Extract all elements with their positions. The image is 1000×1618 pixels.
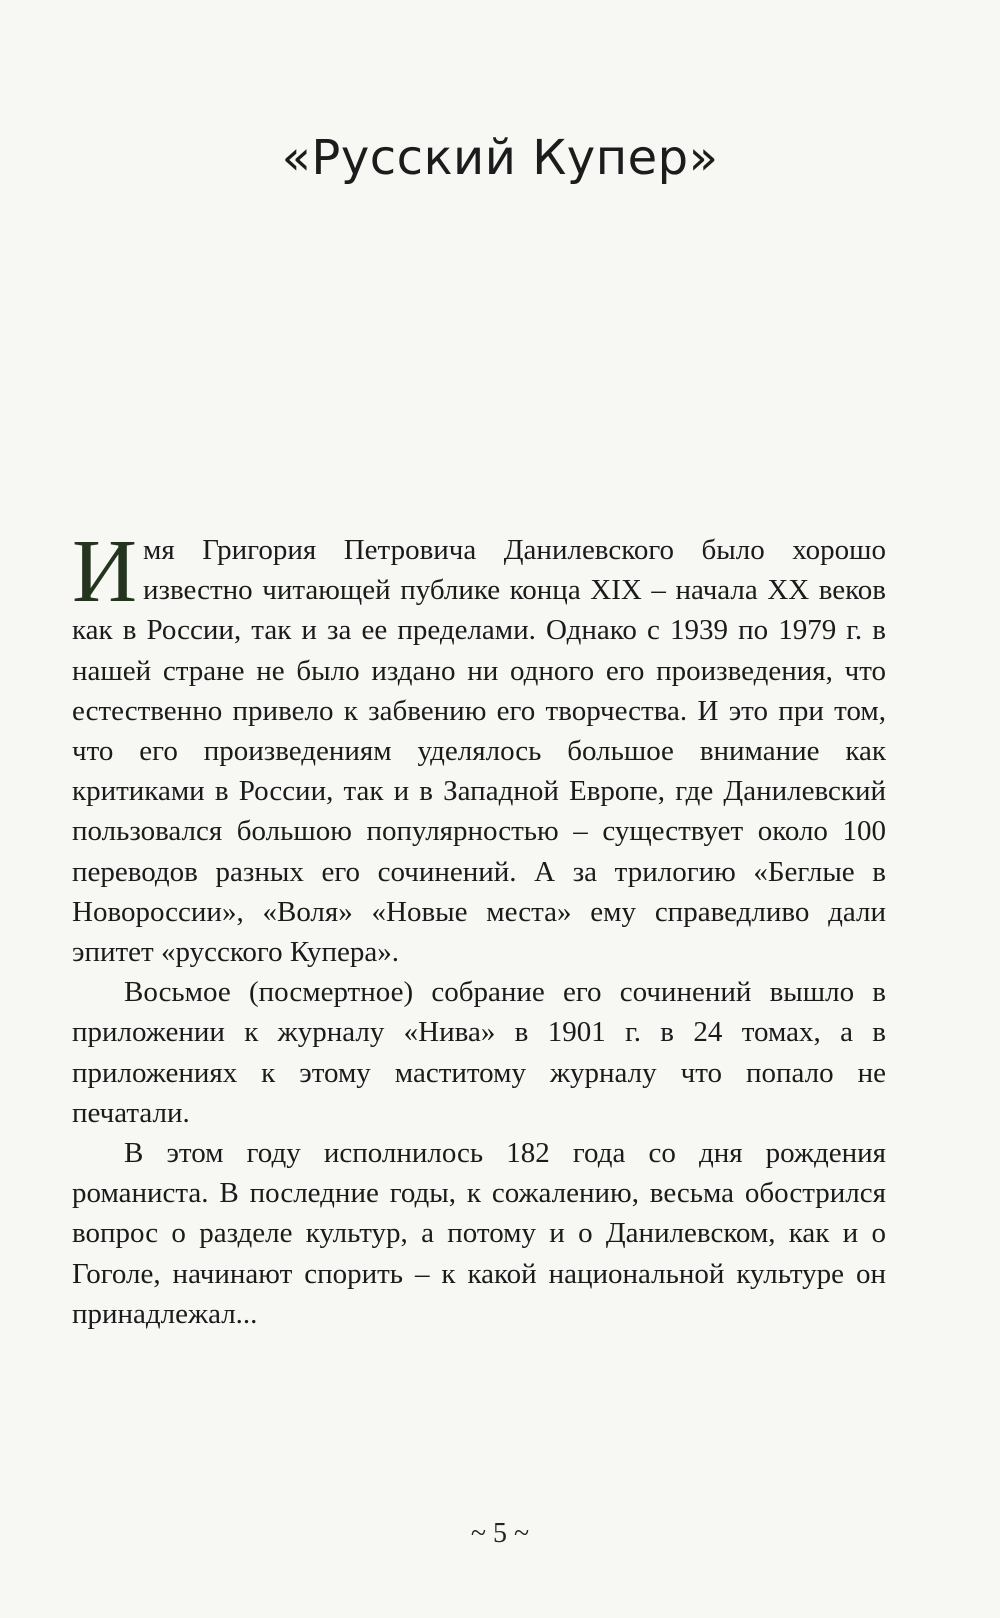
chapter-title: «Русский Купер» (281, 130, 719, 186)
paragraph-1 (72, 522, 886, 972)
body-text (72, 522, 886, 1334)
drop-cap: И (72, 522, 137, 621)
paragraph-1-text: мя Григория Петровича Данилевского было хорошо известно читающей публике конца XIX – начала XX веков как в России, так и за ее пределами. Однако с 1939 по 1979 г. в нашей стране не было издано ни одного его произведения, что естественно привело к забвению его творчества. И это при том, что его произведениям уделялось большое внимание как критиками в России, так и в Западной Европе, где Данилевский пользовался большою популярностью – существует около 100 переводов разных его сочинений. А за трилогию «Беглые в Новороссии», «Воля» «Новые места» ему справедливо дали эпитет «русского Купера». (72, 534, 886, 969)
paragraph-3: В этом году исполнилось 182 года со дня рождения романиста. В последние годы, к сожалению, весьма обострился вопрос о разделе культур, а потому и о Данилевском, как и о Гоголе, начинают спорить – к какой национальной культуре он принадлежал... (72, 1137, 886, 1330)
page-number: ~ 5 ~ (470, 1518, 530, 1549)
paragraph-2: Восьмое (посмертное) собрание его сочинений вышло в приложении к журналу «Нива» в 1901 г. в 24 томах, а в приложениях к этому маститому журналу что попало не печатали. (72, 976, 886, 1129)
